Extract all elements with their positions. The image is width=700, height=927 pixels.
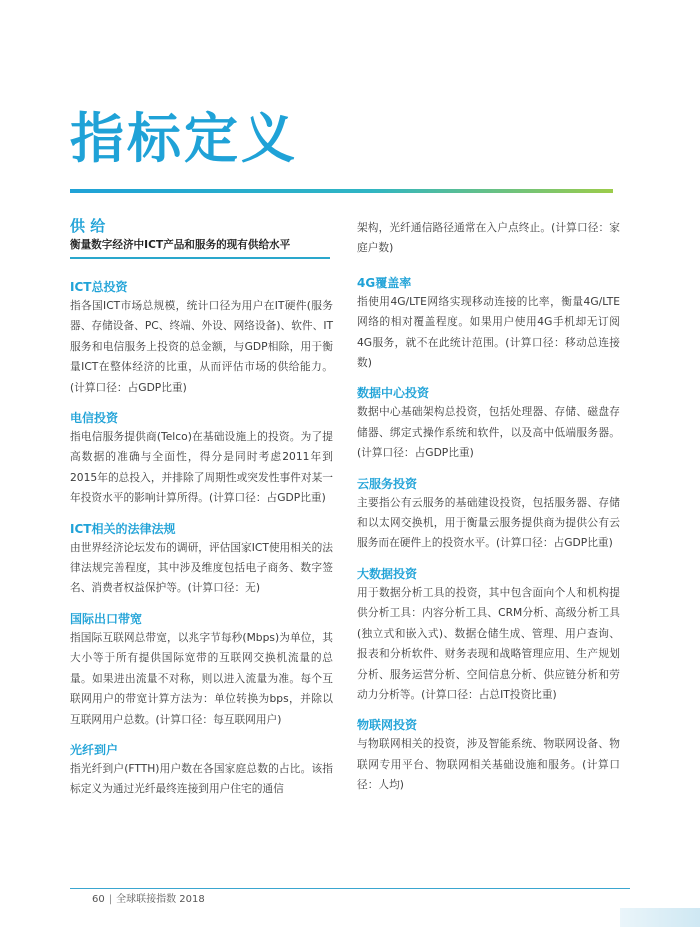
term-bigdata-investment	[357, 566, 620, 705]
term-telecom-investment	[70, 410, 333, 509]
term-4g-coverage	[357, 275, 620, 374]
term-ftth	[70, 742, 333, 800]
supply-divider	[70, 257, 330, 259]
term-description: 由世界经济论坛发布的调研，评估国家ICT使用相关的法律法规完善程度，其中涉及维度包括电子商务、数字签名、消费者权益保护等。(计算口径：无)	[70, 540, 333, 595]
term-description: 指国际互联网总带宽，以兆字节每秒(Mbps)为单位，其大小等于所有提供国际宽带的互联网交换机流量的总量。如果进出流量不对称，则以进入流量为准。每个互联网用户的带宽计算方法为：单位转换为bps，并除以互联网用户总数。(计算口径：每互联网用户)	[70, 630, 333, 726]
term-title: 数据中心投资	[357, 386, 430, 401]
publication-name: 全球联接指数 2018	[116, 894, 205, 905]
footer-separator: |	[108, 894, 113, 905]
page-number: 60	[92, 894, 105, 905]
term-title: 电信投资	[70, 411, 119, 426]
term-title: 大数据投资	[357, 566, 418, 581]
term-title: 国际出口带宽	[70, 611, 143, 626]
term-ict-laws	[70, 521, 333, 599]
page-title: 指标定义	[70, 107, 298, 170]
supply-section-header	[70, 216, 333, 259]
footer-corner-decoration	[620, 908, 700, 927]
term-title: 4G覆盖率	[357, 275, 412, 290]
term-title: ICT相关的法律法规	[70, 521, 176, 536]
term-description: 指使用4G/LTE网络实现移动连接的比率，衡量4G/LTE网络的相对覆盖程度。如果用户使用4G手机却无订阅4G服务，就不在此统计范围。(计算口径：移动总连接数)	[357, 294, 620, 370]
ftth-continuation: 架构，光纤通信路径通常在入户点终止。(计算口径：家庭户数)	[357, 221, 620, 255]
term-ict-total-investment	[70, 279, 333, 398]
term-title: 物联网投资	[357, 718, 418, 733]
term-title: ICT总投资	[70, 280, 128, 294]
term-description: 指各国ICT市场总规模，统计口径为用户在IT硬件(服务器、存储设备、PC、终端、外设、网络设备)、软件、IT服务和电信服务上投资的总金额，与GDP相除，用于衡量ICT在整体经济的比重，从而评估市场的供给能力。(计算口径：占GDP比重)	[70, 299, 333, 394]
term-description: 用于数据分析工具的投资，其中包含面向个人和机构提供分析工具：内容分析工具、CRM分析、高级分析工具(独立式和嵌入式)、数据仓储生成、管理、用户查询、报表和分析软件、财务表现和战略管理应用、生产规划分析、服务运营分析、空间信息分析、供应链分析和劳动力分析等。(计算口径：占总IT投资比重)	[357, 585, 620, 701]
term-international-bandwidth	[70, 611, 333, 730]
term-iot-investment	[357, 717, 620, 795]
term-cloud-investment	[357, 476, 620, 554]
term-description: 指光纤到户(FTTH)用户数在各国家庭总数的占比。该指标定义为通过光纤最终连接到用户住宅的通信	[70, 761, 333, 796]
left-column	[70, 216, 333, 800]
supply-heading: 供 给	[70, 217, 106, 235]
footer	[92, 893, 205, 907]
term-title: 云服务投资	[357, 476, 418, 491]
term-description: 数据中心基础架构总投资，包括处理器、存储、磁盘存储器、绑定式操作系统和软件，以及高中低端服务器。(计算口径：占GDP比重)	[357, 405, 620, 460]
supply-subheading: 衡量数字经济中ICT产品和服务的现有供给水平	[70, 239, 291, 251]
term-title: 光纤到户	[70, 742, 119, 757]
term-description: 指电信服务提供商(Telco)在基础设施上的投资。为了提高数据的准确与全面性，得分是同时考虑2011年到2015年的总投入，并排除了周期性或突发性事件对某一年投资水平的影响计算所得。(计算口径：占GDP比重)	[70, 430, 333, 505]
footer-rule	[70, 888, 630, 889]
term-description: 主要指公有云服务的基础建设投资，包括服务器、存储和以太网交换机，用于衡量云服务提供商为提供公有云服务而在硬件上的投资水平。(计算口径：占GDP比重)	[357, 495, 620, 550]
term-description: 与物联网相关的投资，涉及智能系统、物联网设备、物联网专用平台、物联网相关基础设施和服务。(计算口径：人均)	[357, 737, 620, 792]
title-gradient-rule	[70, 189, 613, 193]
right-column	[357, 218, 620, 796]
term-datacenter-investment	[357, 385, 620, 463]
